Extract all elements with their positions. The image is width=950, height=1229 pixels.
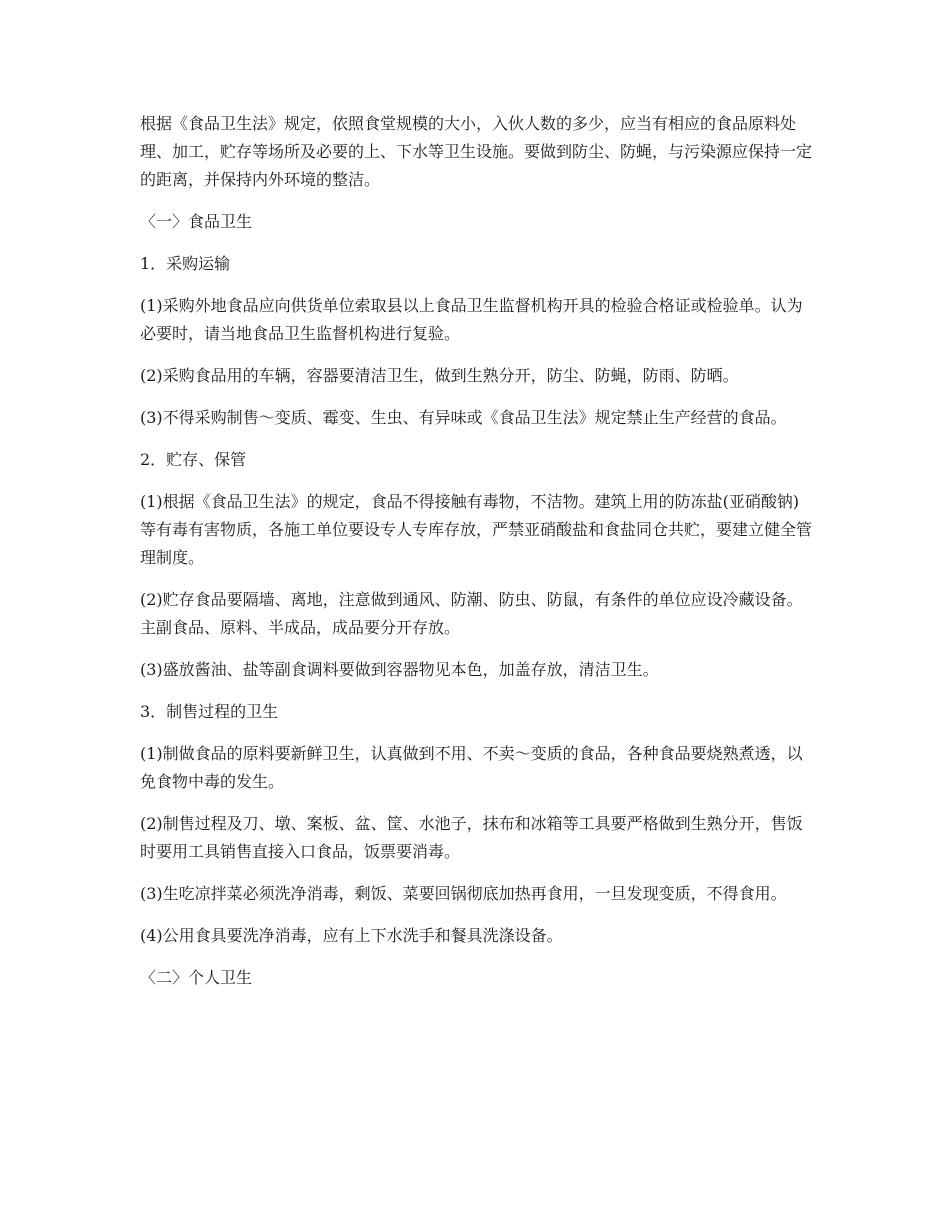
section-heading-personal-hygiene: 〈二〉个人卫生 [140, 968, 253, 987]
production-item-3: (3)生吃凉拌菜必须洗净消毒，剩饭、菜要回锅彻底加热再食用，一旦发现变质，不得食用。 [140, 884, 787, 903]
storage-item-3: (3)盛放酱油、盐等副食调料要做到容器物见本色，加盖存放，清洁卫生。 [140, 660, 659, 679]
intro-paragraph: 根据《食品卫生法》规定，依照食堂规模的大小，入伙人数的多少，应当有相应的食品原料处理、加工，贮存等场所及必要的上、下水等卫生设施。要做到防尘、防蝇，与污染源应保持一定的距离，并保持内外环境的整洁。 [140, 114, 813, 189]
section-heading-food-hygiene: 〈一〉食品卫生 [140, 212, 253, 231]
procurement-item-1: (1)采购外地食品应向供货单位索取县以上食品卫生监督机构开具的检验合格证或检验单。认为必要时，请当地食品卫生监督机构进行复验。 [140, 296, 803, 343]
production-item-1: (1)制做食品的原料要新鲜卫生，认真做到不用、不卖～变质的食品，各种食品要烧熟煮透，以免食物中毒的发生。 [140, 744, 803, 791]
subsection-heading-procurement: 1．采购运输 [140, 254, 231, 273]
subsection-heading-storage: 2．贮存、保管 [140, 450, 247, 469]
production-item-2: (2)制售过程及刀、墩、案板、盆、筐、水池子，抹布和冰箱等工具要严格做到生熟分开，售饭时要用工具销售直接入口食品，饭票要消毒。 [140, 814, 803, 861]
storage-item-2: (2)贮存食品要隔墙、离地，注意做到通风、防潮、防虫、防鼠，有条件的单位应设冷藏设备。主副食品、原料、半成品，成品要分开存放。 [140, 590, 803, 637]
procurement-item-3: (3)不得采购制售～变质、霉变、生虫、有异味或《食品卫生法》规定禁止生产经营的食品。 [140, 408, 787, 427]
document-page [140, 110, 815, 1006]
subsection-heading-production: 3．制售过程的卫生 [140, 702, 279, 721]
storage-item-1: (1)根据《食品卫生法》的规定，食品不得接触有毒物，不洁物。建筑上用的防冻盐(亚硝酸钠)等有毒有害物质，各施工单位要设专人专库存放，严禁亚硝酸盐和食盐同仓共贮，要建立健全管理制度。 [140, 492, 813, 567]
production-item-4: (4)公用食具要洗净消毒，应有上下水洗手和餐具洗涤设备。 [140, 926, 563, 945]
procurement-item-2: (2)采购食品用的车辆，容器要清洁卫生，做到生熟分开，防尘、防蝇，防雨、防晒。 [140, 366, 739, 385]
